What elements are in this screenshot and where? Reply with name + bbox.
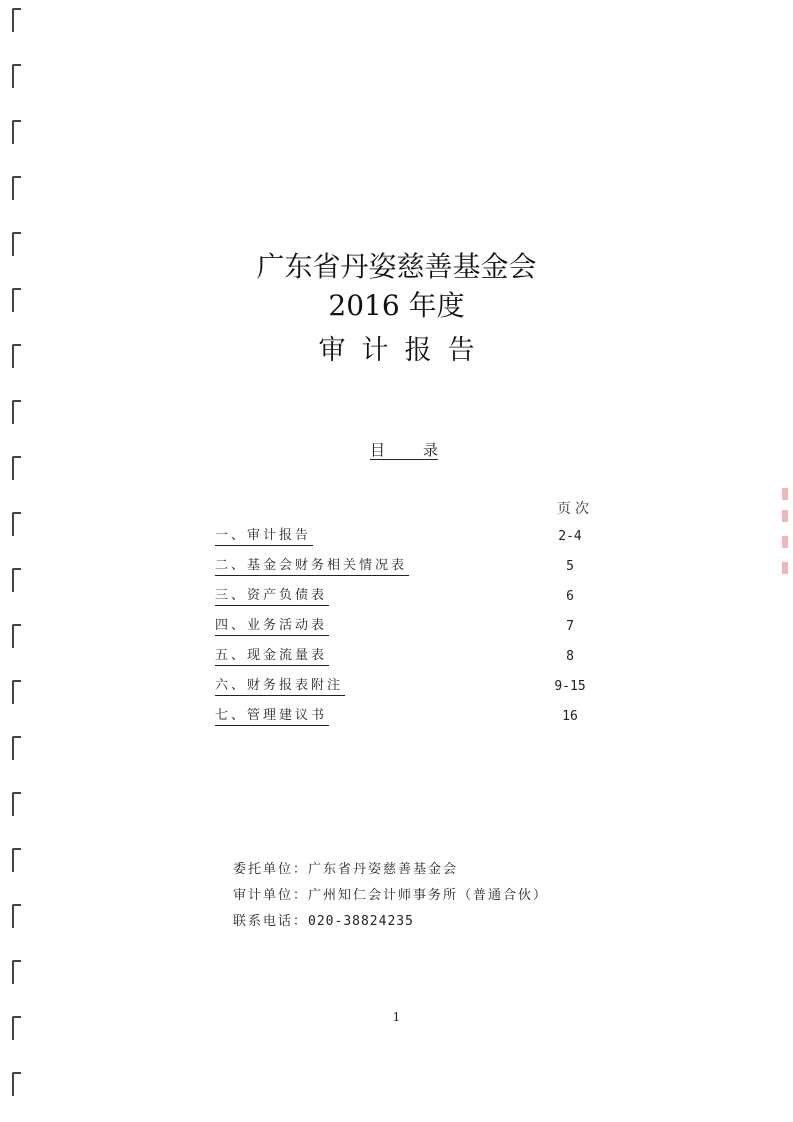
toc-item-page: 16 xyxy=(562,709,578,724)
phone-line xyxy=(233,910,414,929)
toc-heading-char-2: 录 xyxy=(422,441,438,459)
binding-hole xyxy=(12,736,21,760)
toc-item-label: 四、业务活动表 xyxy=(215,617,329,636)
client-value: 广东省丹姿慈善基金会 xyxy=(308,862,459,877)
toc-row xyxy=(0,587,793,611)
binding-hole xyxy=(12,456,21,480)
binding-hole xyxy=(12,176,21,200)
auditor-label: 审计单位： xyxy=(233,888,309,903)
binding-hole xyxy=(12,960,21,984)
auditor-value: 广州知仁会计师事务所（普通合伙） xyxy=(308,888,549,903)
binding-hole xyxy=(12,400,21,424)
toc-item-page: 2-4 xyxy=(558,529,582,544)
toc-item-page: 6 xyxy=(566,589,574,604)
page-number: 1 xyxy=(392,1010,401,1024)
toc-item-label: 五、现金流量表 xyxy=(215,647,329,666)
binding-hole xyxy=(12,64,21,88)
toc-item-label: 六、财务报表附注 xyxy=(215,677,345,696)
binding-hole xyxy=(12,792,21,816)
toc-row xyxy=(0,557,793,581)
binding-hole xyxy=(12,848,21,872)
toc-row xyxy=(0,617,793,641)
red-stamp-edge xyxy=(782,488,790,588)
binding-hole xyxy=(12,1072,21,1096)
toc-row xyxy=(0,677,793,701)
toc-row xyxy=(0,647,793,671)
binding-hole xyxy=(12,904,21,928)
toc-item-label: 二、基金会财务相关情况表 xyxy=(215,557,409,576)
page-column-header: 页次 xyxy=(557,501,593,517)
toc-heading-char-1: 目 xyxy=(370,441,386,459)
auditor-line xyxy=(233,884,548,903)
toc-item-page: 5 xyxy=(566,559,574,574)
toc-row xyxy=(0,707,793,731)
toc-item-page: 7 xyxy=(566,619,574,634)
toc-item-label: 三、资产负债表 xyxy=(215,587,329,606)
client-line xyxy=(233,858,458,877)
binding-hole xyxy=(12,8,21,32)
org-name-title: 广东省丹姿慈善基金会 xyxy=(256,250,537,283)
year-title: 2016 年度 xyxy=(328,289,465,322)
phone-value: 020-38824235 xyxy=(308,914,414,929)
toc-item-label: 一、审计报告 xyxy=(215,527,313,546)
toc-item-label: 七、管理建议书 xyxy=(215,707,329,726)
report-title: 审计报告 xyxy=(318,335,491,366)
toc-row xyxy=(0,527,793,551)
toc-item-page: 9-15 xyxy=(554,679,586,694)
client-label: 委托单位： xyxy=(233,862,309,877)
binding-hole xyxy=(12,120,21,144)
toc-heading xyxy=(370,441,438,460)
toc-item-page: 8 xyxy=(566,649,574,664)
phone-label: 联系电话： xyxy=(233,914,309,929)
